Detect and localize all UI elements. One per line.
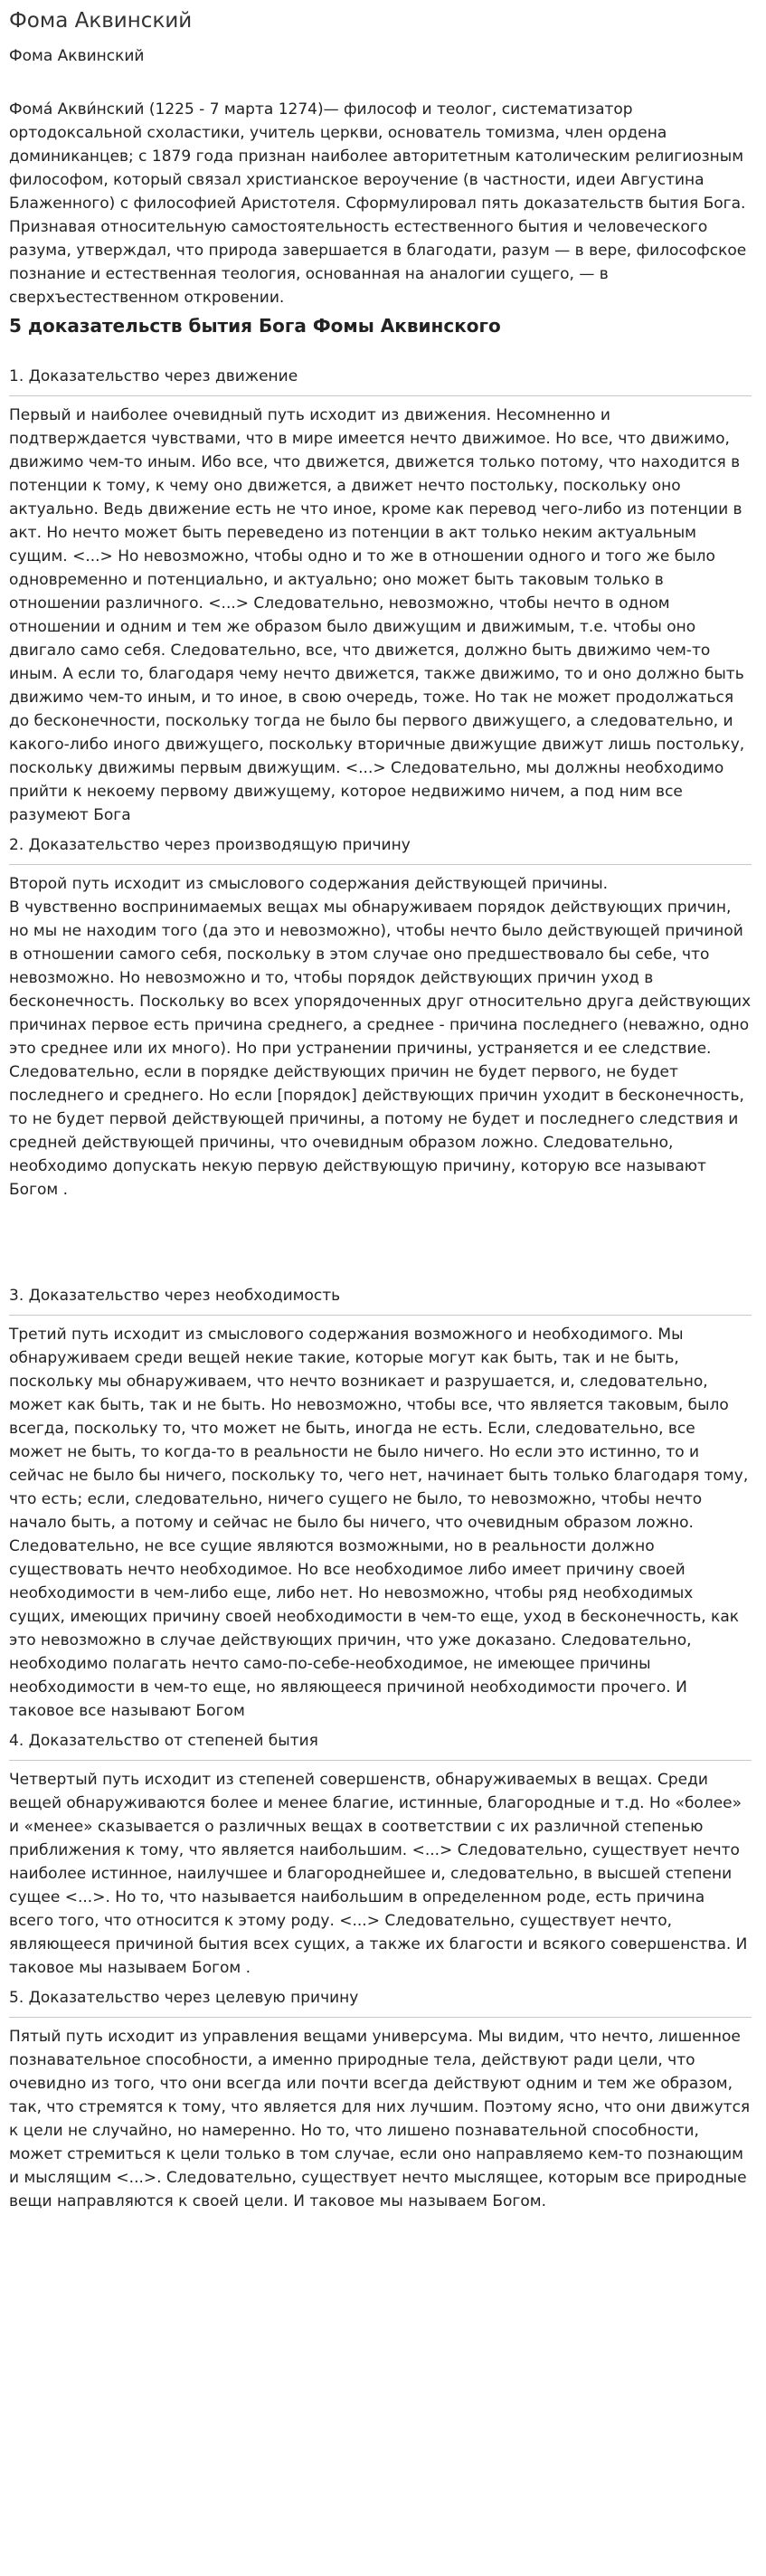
- page-subtitle: Фома Аквинский: [9, 47, 145, 65]
- intro-paragraph: Фома́ Акви́нский (1225 - 7 марта 1274)— философ и теолог, систематизатор ортодоксальной схоластики, учитель церкви, основатель томизма, член ордена доминиканцев; с 1879 года признан наиболее авторитетным католическим религиозным философом, который связал христианское вероучение (в частности, идеи Августина Блаженного) с философией Аристотеля. Сформулировал пять доказательств бытия Бога. Признавая относительную самостоятельность естественного бытия и человеческого разума, утверждал, что природа завершается в благодати, разум — в вере, философское познание и естественная теология, основанная на аналогии сущего, — в сверхъестественном откровении.: [9, 100, 747, 307]
- blank-space: [9, 1209, 752, 1285]
- main-heading: 5 доказательств бытия Бога Фомы Аквинского: [9, 315, 501, 337]
- section-final-cause: [9, 1987, 752, 2213]
- section-degrees-of-being: [9, 1730, 752, 1980]
- section-heading: 1. Доказательство через движение: [9, 366, 752, 396]
- page-title: Фома Аквинский: [9, 9, 193, 33]
- section-heading: 5. Доказательство через целевую причину: [9, 1987, 752, 2018]
- section-body: Пятый путь исходит из управления вещами универсума. Мы видим, что нечто, лишенное познавательное способности, а именно природные тела, действуют ради цели, что очевидно из того, что они всегда или почти всегда действуют одним и тем же образом, так, что стремятся к тому, что является для них лучшим. Поэтому ясно, что они движутся к цели не случайно, но намеренно. Но то, что лишено познавательной способности, может стремиться к цели только в том случае, если оно направляемо кем-то познающим и мыслящим <...>. Следовательно, существует нечто мыслящее, которым все природные вещи направляются к своей цели. И таковое мы называем Богом.: [9, 2028, 751, 2210]
- section-motion: [9, 366, 752, 827]
- section-efficient-cause: [9, 834, 752, 1202]
- section-heading: 3. Доказательство через необходимость: [9, 1285, 752, 1316]
- section-body: Четвертый путь исходит из степеней совершенств, обнаруживаемых в вещах. Среди вещей обнаруживаются более и менее благие, истинные, благородные и т.д. Но «более» и «менее» сказывается о различных вещах в соответствии с их различной степенью приближения к тому, что является наибольшим. <...> Следовательно, существует нечто наиболее истинное, наилучшее и благороднейшее и, следовательно, в высшей степени сущее <...>. Но то, что называется наибольшим в определенном роде, есть причина всего того, что относится к этому роду. <...> Следовательно, существует нечто, являющееся причиной бытия всех сущих, а также их благости и всякого совершенства. И таковое мы называем Богом .: [9, 1771, 748, 1977]
- section-necessity: [9, 1285, 752, 1723]
- section-heading: 2. Доказательство через производящую причину: [9, 834, 752, 865]
- section-body: Первый и наиболее очевидный путь исходит из движения. Несомненно и подтверждается чувствами, что в мире имеется нечто движимое. Но все, что движимо, движимо чем-то иным. Ибо все, что движется, движется только потому, что находится в потенции к тому, к чему оно движется, а движет нечто постольку, поскольку оно актуально. Ведь движение есть не что иное, кроме как перевод чего-либо из потенции в акт. Но нечто может быть переведено из потенции в акт только неким актуальным сущим. <...> Но невозможно, чтобы одно и то же в отношении одного и того же было одновременно и потенциально, и актуально; оно может быть таковым только в отношении различного. <...> Следовательно, невозможно, чтобы нечто в одном отношении и одним и тем же образом было движущим и движимым, т.е. чтобы оно двигало само себя. Следовательно, все, что движется, должно быть движимо чем-то иным. А если то, благодаря чему нечто движется, также движимо, то и оно должно быть движимо чем-то иным, и то иное, в свою очередь, тоже. Но так не может продолжаться до бесконечности, поскольку тогда не было бы первого движущего, а следовательно, и какого-либо иного движущего, поскольку вторичные движущие движут лишь постольку, поскольку движимы первым движущим. <...> Следовательно, мы должны необходимо прийти к некоему первому движущему, которое недвижимо ничем, а под ним все разумеют Бога: [9, 406, 745, 824]
- section-body: Третий путь исходит из смыслового содержания возможного и необходимого. Мы обнаруживаем среди вещей некие такие, которые могут как быть, так и не быть, поскольку мы обнаруживаем, что нечто возникает и разрушается, и, следовательно, может как быть, так и не быть. Но невозможно, чтобы все, что является таковым, было всегда, поскольку то, что может не быть, иногда не есть. Если, следовательно, все может не быть, то когда-то в реальности не было ничего. Но если это истинно, то и сейчас не было бы ничего, поскольку то, чего нет, начинает быть только благодаря тому, что есть; если, следовательно, ничего сущего не было, то невозможно, чтобы нечто начало быть, а потому и сейчас не было бы ничего, что очевидным образом ложно. Следовательно, не все сущие являются возможными, но в реальности должно существовать нечто необходимое. Но все необходимое либо имеет причину своей необходимости в чем-либо еще, либо нет. Но невозможно, чтобы ряд необходимых сущих, имеющих причину своей необходимости в чем-то еще, уход в бесконечность, как это невозможно в случае действующих причин, что уже доказано. Следовательно, необходимо полагать нечто само-по-себе-необходимое, не имеющее причины необходимости в чем-то еще, но являющееся причиной необходимости прочего. И таковое все называют Богом: [9, 1326, 749, 1720]
- section-body: Второй путь исходит из смыслового содержания действующей причины. В чувственно воспринимаемых вещах мы обнаруживаем порядок действующих причин, но мы не находим того (да это и невозможно), чтобы нечто было действующей причиной в отношении самого себя, поскольку в этом случае оно предшествовало бы себе, что невозможно. Но невозможно и то, чтобы порядок действующих причин уход в бесконечность. Поскольку во всех упорядоченных друг относительно друга действующих причинах первое есть причина среднего, а среднее - причина последнего (неважно, одно это среднее или их много). Но при устранении причины, устраняется и ее следствие. Следовательно, если в порядке действующих причин не будет первого, не будет последнего и среднего. Но если [порядок] действующих причин уходит в бесконечность, то не будет первой действующей причины, а потому не будет и последнего следствия и средней действующей причины, что очевидным образом ложно. Следовательно, необходимо допускать некую первую действующую причину, которую все называют Богом .: [9, 875, 752, 1199]
- section-heading: 4. Доказательство от степеней бытия: [9, 1730, 752, 1761]
